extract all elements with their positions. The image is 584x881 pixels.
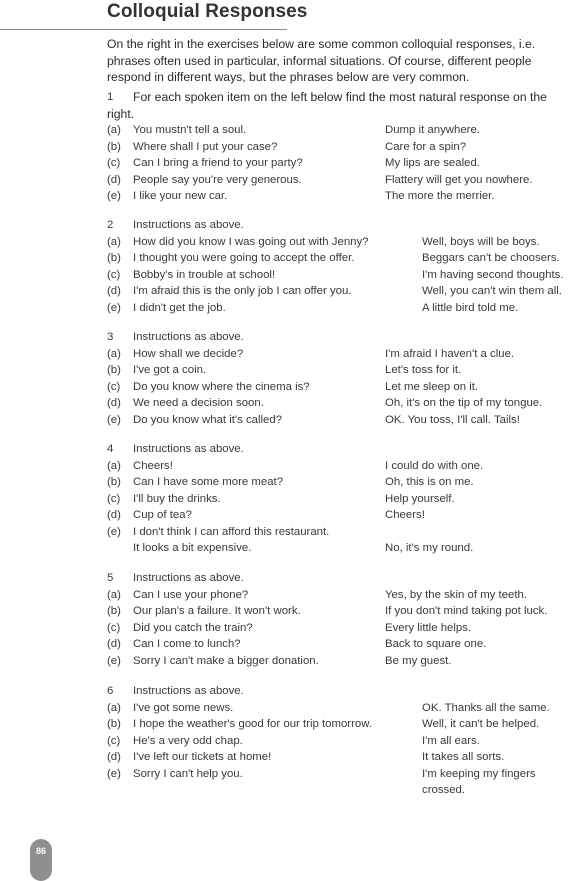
spoken-item: I didn't get the job. bbox=[133, 301, 226, 314]
colloquial-response: Well, you can't win them all. bbox=[422, 285, 562, 297]
exercise-item-row bbox=[107, 267, 584, 284]
exercise-4 bbox=[107, 441, 584, 557]
item-letter: (a) bbox=[107, 459, 121, 472]
colloquial-response: Back to square one. bbox=[385, 638, 487, 650]
colloquial-response: Oh, this is on me. bbox=[385, 476, 474, 488]
spoken-item: Where shall I put your case? bbox=[133, 140, 278, 153]
item-letter: (d) bbox=[107, 173, 121, 186]
spoken-item: Can I come to lunch? bbox=[133, 638, 241, 650]
exercise-item-row bbox=[107, 283, 584, 300]
spoken-item: People say you're very generous. bbox=[133, 173, 302, 186]
exercise-number: 1 bbox=[107, 91, 114, 103]
exercise-item-row bbox=[107, 636, 584, 653]
exercise-item-row bbox=[107, 524, 584, 557]
exercise-item-row bbox=[107, 155, 584, 172]
item-letter: (d) bbox=[107, 397, 121, 409]
item-letter: (b) bbox=[107, 476, 121, 488]
spoken-item: I'm afraid this is the only job I can offer you. bbox=[133, 285, 352, 297]
exercise-heading bbox=[107, 89, 584, 122]
exercise-item-row bbox=[107, 362, 584, 379]
colloquial-response: Beggars can't be choosers. bbox=[422, 252, 560, 264]
colloquial-response: No, it's my round. bbox=[385, 542, 474, 554]
exercise-3 bbox=[107, 329, 584, 428]
colloquial-response: Dump it anywhere. bbox=[385, 124, 480, 136]
colloquial-response: Be my guest. bbox=[385, 654, 452, 667]
colloquial-response: The more the merrier. bbox=[385, 190, 495, 202]
exercise-1 bbox=[107, 89, 584, 205]
colloquial-response: Let me sleep on it. bbox=[385, 380, 479, 393]
exercise-item-row bbox=[107, 620, 584, 637]
item-letter: (e) bbox=[107, 413, 121, 426]
spoken-item: Do you know what it's called? bbox=[133, 413, 283, 426]
exercise-number: 2 bbox=[107, 219, 114, 231]
page-title: Colloquial Responses bbox=[107, 1, 308, 22]
spoken-item: Cup of tea? bbox=[133, 509, 192, 521]
exercise-item-row bbox=[107, 379, 584, 396]
exercise-number: 5 bbox=[107, 572, 114, 584]
spoken-item: Sorry I can't help you. bbox=[133, 767, 243, 780]
exercise-item-row bbox=[107, 188, 584, 205]
item-letter: (d) bbox=[107, 285, 121, 297]
exercise-instruction: Instructions as above. bbox=[133, 219, 244, 231]
spoken-item: I've got some news. bbox=[133, 701, 234, 714]
exercise-heading bbox=[107, 217, 584, 234]
colloquial-response: I'm all ears. bbox=[422, 734, 480, 747]
spoken-item: We need a decision soon. bbox=[133, 397, 264, 409]
exercise-item-row bbox=[107, 766, 584, 799]
item-letter: (e) bbox=[107, 301, 121, 314]
exercise-item-row bbox=[107, 587, 584, 604]
item-letter: (b) bbox=[107, 718, 121, 730]
title-rule bbox=[0, 29, 287, 30]
item-letter: (c) bbox=[107, 734, 121, 747]
exercise-heading bbox=[107, 329, 584, 346]
exercise-instruction: Instructions as above. bbox=[133, 685, 244, 697]
exercise-item-row bbox=[107, 395, 584, 412]
exercise-item-row bbox=[107, 603, 584, 620]
item-letter: (a) bbox=[107, 588, 121, 601]
spoken-item: Do you know where the cinema is? bbox=[133, 380, 310, 393]
colloquial-response: OK. You toss, I'll call. Tails! bbox=[385, 413, 520, 426]
item-letter: (b) bbox=[107, 605, 121, 617]
exercise-item-row bbox=[107, 300, 584, 317]
colloquial-response: A little bird told me. bbox=[422, 301, 519, 314]
exercise-number: 6 bbox=[107, 685, 114, 697]
exercise-instruction: Instructions as above. bbox=[133, 443, 244, 455]
exercise-heading bbox=[107, 441, 584, 458]
colloquial-response: Care for a spin? bbox=[385, 140, 467, 153]
exercise-number: 3 bbox=[107, 331, 114, 343]
colloquial-response: My lips are sealed. bbox=[385, 157, 480, 169]
page-number: 86 bbox=[35, 846, 46, 856]
spoken-item: He's a very odd chap. bbox=[133, 734, 243, 747]
spoken-item: I don't think I can afford this restaurant. It looks a bit expensive. bbox=[133, 525, 330, 554]
exercise-5 bbox=[107, 570, 584, 669]
item-letter: (d) bbox=[107, 509, 121, 521]
exercise-item-row bbox=[107, 234, 584, 251]
spoken-item: You mustn't tell a soul. bbox=[133, 124, 247, 136]
item-letter: (d) bbox=[107, 638, 121, 650]
colloquial-response: If you don't mind taking pot luck. bbox=[385, 605, 548, 617]
exercise-item-row bbox=[107, 653, 584, 670]
colloquial-response: OK. Thanks all the same. bbox=[422, 701, 550, 714]
spoken-item: I'll buy the drinks. bbox=[133, 492, 221, 505]
exercise-item-row bbox=[107, 749, 584, 766]
exercise-item-row bbox=[107, 474, 584, 491]
exercise-heading bbox=[107, 683, 584, 700]
colloquial-response: It takes all sorts. bbox=[422, 751, 505, 763]
exercise-item-row bbox=[107, 507, 584, 524]
spoken-item: I've left our tickets at home! bbox=[133, 751, 272, 763]
colloquial-response: Well, boys will be boys. bbox=[422, 235, 540, 248]
spoken-item: How did you know I was going out with Jenny? bbox=[133, 235, 369, 248]
item-letter: (a) bbox=[107, 347, 121, 360]
spoken-item: Sorry I can't make a bigger donation. bbox=[133, 654, 319, 667]
colloquial-response: I'm afraid I haven't a clue. bbox=[385, 347, 515, 360]
spoken-item: I thought you were going to accept the offer. bbox=[133, 252, 355, 264]
exercise-item-row bbox=[107, 412, 584, 429]
spoken-item: Bobby's in trouble at school! bbox=[133, 268, 276, 281]
item-letter: (e) bbox=[107, 767, 121, 780]
exercise-item-row bbox=[107, 346, 584, 363]
colloquial-response: Yes, by the skin of my teeth. bbox=[385, 588, 528, 601]
item-letter: (c) bbox=[107, 268, 121, 281]
exercise-item-row bbox=[107, 139, 584, 156]
exercise-number: 4 bbox=[107, 443, 114, 455]
colloquial-response: Cheers! bbox=[385, 509, 425, 521]
colloquial-response: Flattery will get you nowhere. bbox=[385, 173, 533, 186]
colloquial-response: I'm having second thoughts. bbox=[422, 268, 564, 281]
exercise-item-row bbox=[107, 491, 584, 508]
spoken-item: Can I bring a friend to your party? bbox=[133, 157, 303, 169]
colloquial-response: I'm keeping my fingers crossed. bbox=[422, 767, 536, 796]
exercise-instruction: Instructions as above. bbox=[133, 331, 244, 343]
item-letter: (e) bbox=[107, 190, 121, 202]
intro-paragraph: On the right in the exercises below are some common colloquial responses, i.e. phrases often used in particular, informal situations. Of course, different people respond in different ways, but the phrases below are very common. bbox=[107, 37, 536, 84]
exercise-item-row bbox=[107, 458, 584, 475]
item-letter: (c) bbox=[107, 380, 121, 393]
colloquial-response: Let's toss for it. bbox=[385, 364, 462, 376]
item-letter: (c) bbox=[107, 157, 121, 169]
colloquial-response: Well, it can't be helped. bbox=[422, 718, 540, 730]
item-letter: (e) bbox=[107, 654, 121, 667]
item-letter: (a) bbox=[107, 701, 121, 714]
exercise-item-row bbox=[107, 716, 584, 733]
spoken-item: I hope the weather's good for our trip tomorrow. bbox=[133, 718, 372, 730]
exercise-item-row bbox=[107, 250, 584, 267]
exercise-instruction: For each spoken item on the left below find the most natural response on the right. bbox=[107, 90, 547, 121]
item-letter: (b) bbox=[107, 140, 121, 153]
spoken-item: Cheers! bbox=[133, 459, 173, 472]
colloquial-response: Oh, it's on the tip of my tongue. bbox=[385, 397, 543, 409]
colloquial-response: Every little helps. bbox=[385, 621, 472, 634]
exercise-item-row bbox=[107, 733, 584, 750]
item-letter: (d) bbox=[107, 751, 121, 763]
spoken-item: Can I use your phone? bbox=[133, 588, 249, 601]
spoken-item: How shall we decide? bbox=[133, 347, 244, 360]
exercise-instruction: Instructions as above. bbox=[133, 572, 244, 584]
spoken-item: I've got a coin. bbox=[133, 364, 207, 376]
spoken-item: Did you catch the train? bbox=[133, 621, 253, 634]
exercise-item-row bbox=[107, 122, 584, 139]
item-letter: (b) bbox=[107, 364, 121, 376]
exercise-item-row bbox=[107, 172, 584, 189]
spoken-item: I like your new car. bbox=[133, 190, 228, 202]
spoken-item: Our plan's a failure. It won't work. bbox=[133, 605, 301, 617]
exercise-heading bbox=[107, 570, 584, 587]
colloquial-response: I could do with one. bbox=[385, 459, 484, 472]
exercise-item-row bbox=[107, 700, 584, 717]
spoken-item: Can I have some more meat? bbox=[133, 476, 284, 488]
item-letter: (e) bbox=[107, 525, 121, 538]
exercise-2 bbox=[107, 217, 584, 316]
item-letter: (c) bbox=[107, 621, 121, 634]
item-letter: (a) bbox=[107, 235, 121, 248]
colloquial-response: Help yourself. bbox=[385, 492, 455, 505]
item-letter: (b) bbox=[107, 252, 121, 264]
exercise-6 bbox=[107, 683, 584, 799]
item-letter: (c) bbox=[107, 492, 121, 505]
item-letter: (a) bbox=[107, 124, 121, 136]
